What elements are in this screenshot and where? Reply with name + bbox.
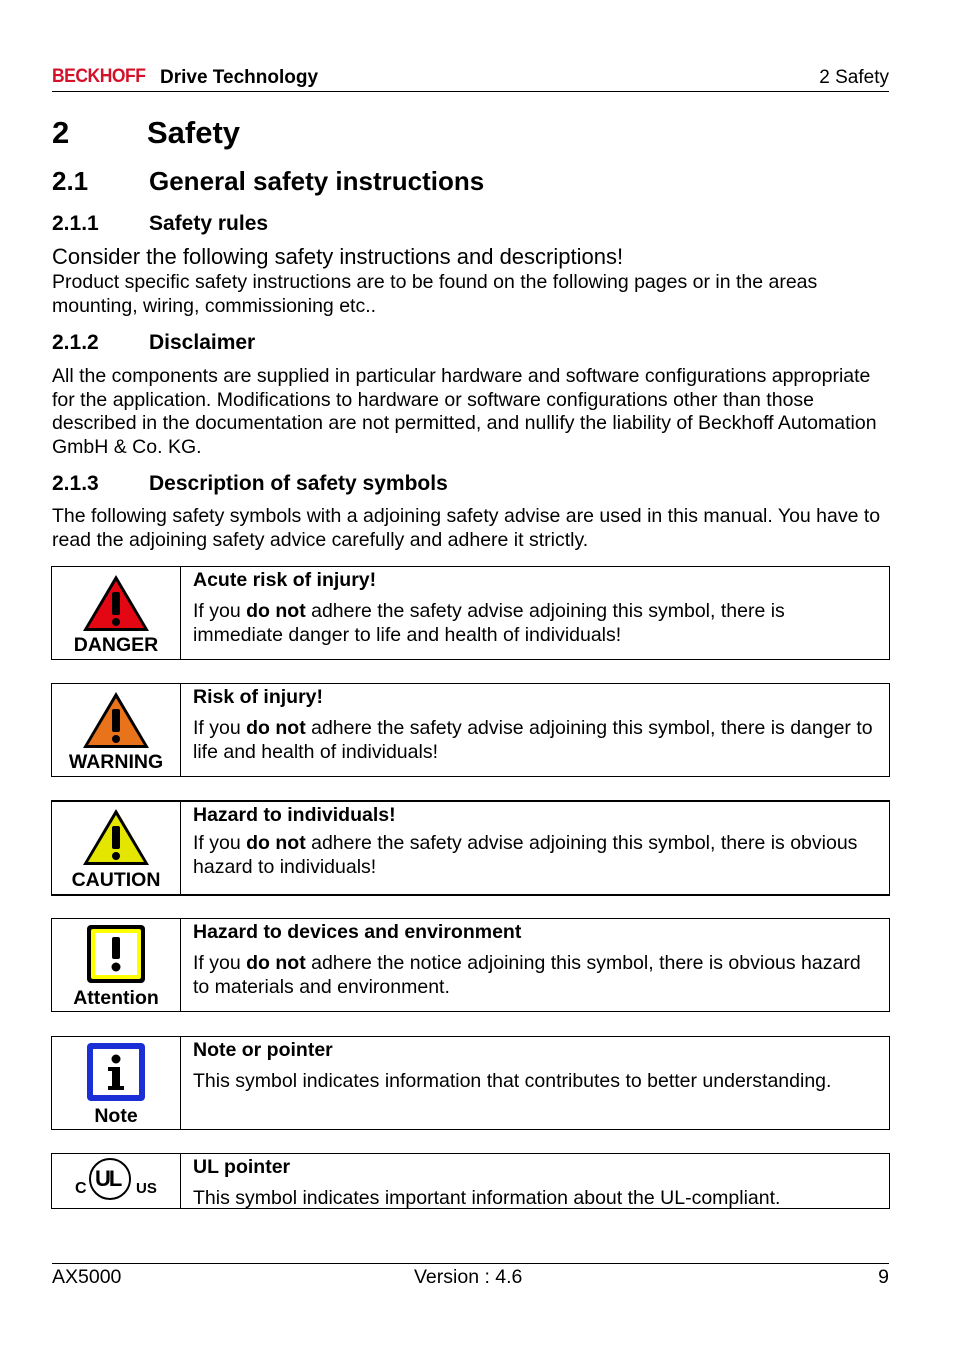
ul-logo-right: US	[136, 1180, 157, 1197]
ul-title: UL pointer	[193, 1156, 291, 1178]
symbol-row-warning	[51, 683, 890, 777]
caution-text: If you do not adhere the safety advise adjoining this symbol, there is obvious hazard to individuals!	[193, 832, 858, 878]
symbol-row-ul	[51, 1153, 890, 1209]
chapter-heading	[52, 115, 240, 151]
symbol-row-note	[51, 1036, 890, 1130]
symbols-heading	[52, 472, 448, 496]
header-section: 2 Safety	[819, 67, 889, 88]
caution-label: CAUTION	[71, 869, 161, 891]
ul-circle	[89, 1158, 131, 1200]
note-text: This symbol indicates information that contributes to better understanding.	[193, 1070, 832, 1092]
disclaimer-number: 2.1.2	[52, 331, 99, 354]
symbol-row-attention	[51, 918, 890, 1012]
disclaimer-title: Disclaimer	[149, 331, 256, 354]
footer-product: AX5000	[52, 1266, 122, 1288]
danger-title: Acute risk of injury!	[193, 569, 377, 591]
note-label: Note	[94, 1105, 138, 1127]
footer-version: Version : 4.6	[414, 1266, 523, 1288]
rules-number: 2.1.1	[52, 212, 99, 235]
section-number: 2.1	[52, 166, 89, 196]
section-title: General safety instructions	[149, 166, 485, 196]
symbols-number: 2.1.3	[52, 472, 99, 495]
footer-rule	[52, 1263, 889, 1264]
ul-logo-left: C	[75, 1180, 87, 1197]
symbol-row-caution	[51, 800, 890, 896]
ul-text: This symbol indicates important information about the UL-compliant.	[193, 1187, 781, 1209]
page-header	[52, 64, 889, 92]
caution-title: Hazard to individuals!	[193, 804, 396, 826]
attention-label: Attention	[73, 987, 159, 1009]
ul-logo-mid: UL	[95, 1166, 121, 1191]
attention-exclamation-icon	[85, 923, 147, 985]
attention-title: Hazard to devices and environment	[193, 921, 522, 943]
warning-triangle-icon	[80, 689, 152, 751]
rules-title: Safety rules	[149, 212, 269, 235]
rules-heading	[52, 212, 268, 236]
warning-text: If you do not adhere the safety advise adjoining this symbol, there is danger to life and health of individuals!	[193, 717, 873, 763]
symbols-intro: The following safety symbols with a adjoining safety advise are used in this manual. You have to read the adjoining safety advice carefully and adhere it strictly.	[52, 505, 881, 551]
chapter-number: 2	[52, 115, 70, 150]
warning-label: WARNING	[68, 751, 164, 773]
info-icon	[85, 1041, 147, 1103]
brand-logo: BECKHOFF	[52, 66, 146, 87]
warning-title: Risk of injury!	[193, 686, 324, 708]
ul-logo	[74, 1157, 160, 1205]
rules-lead: Consider the following safety instructions and descriptions!	[52, 244, 624, 269]
caution-triangle-icon	[80, 806, 152, 868]
danger-text: If you do not adhere the safety advise adjoining this symbol, there is immediate danger to life and health of individuals!	[193, 600, 785, 646]
symbol-row-danger	[51, 566, 890, 660]
brand-subtitle: Drive Technology	[160, 67, 319, 88]
disclaimer-body: All the components are supplied in particular hardware and software configurations appropriate for the application. Modifications to hardware or software configurations other than those described in the documentation are not permitted, and nullify the liability of Beckhoff Automation GmbH & Co. KG.	[52, 365, 877, 458]
attention-text: If you do not adhere the notice adjoining this symbol, there is obvious hazard to materials and environment.	[193, 952, 861, 998]
disclaimer-heading	[52, 331, 255, 355]
danger-label: DANGER	[73, 634, 159, 656]
section-heading	[52, 166, 484, 197]
danger-triangle-icon	[80, 572, 152, 634]
note-title: Note or pointer	[193, 1039, 333, 1061]
symbols-title: Description of safety symbols	[149, 472, 448, 495]
rules-body: Product specific safety instructions are to be found on the following pages or in the areas mounting, wiring, commissioning etc..	[52, 271, 818, 317]
footer-page-number: 9	[878, 1266, 889, 1288]
chapter-title: Safety	[147, 115, 241, 150]
